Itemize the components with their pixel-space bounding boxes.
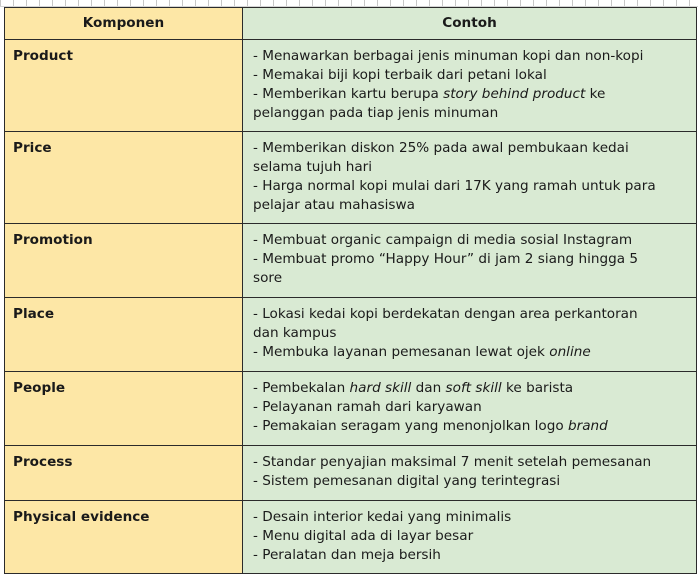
- example-line: - Menu digital ada di layar besar: [253, 528, 474, 544]
- example-line: - Menawarkan berbagai jenis minuman kopi dan non-kopi: [253, 48, 644, 64]
- example-line: - Pelayanan ramah dari karyawan: [253, 399, 482, 415]
- example-line: - Membuka layanan pemesanan lewat ojek online: [253, 344, 591, 360]
- example-process: [243, 446, 697, 501]
- example-line: - Pemakaian seragam yang menonjolkan logo brand: [253, 418, 608, 434]
- example-line: - Memakai biji kopi terbaik dari petani lokal: [253, 67, 547, 83]
- example-line: - Pembekalan hard skill dan soft skill ke barista: [253, 380, 574, 396]
- example-line: - Harga normal kopi mulai dari 17K yang ramah untuk para: [253, 178, 656, 194]
- table-row-people: [5, 372, 697, 446]
- table-row-physical-evidence: [5, 501, 697, 574]
- emphasis-text: online: [549, 344, 591, 360]
- example-promotion: [243, 224, 697, 298]
- sheet-gridline-strip: [0, 0, 698, 7]
- header-component: Komponen: [5, 8, 243, 40]
- component-people: People: [5, 372, 243, 446]
- component-price: Price: [5, 132, 243, 224]
- table-row-promotion: [5, 224, 697, 298]
- example-line: pelanggan pada tiap jenis minuman: [253, 105, 499, 121]
- example-line: selama tujuh hari: [253, 159, 373, 175]
- emphasis-text: hard skill: [349, 380, 412, 396]
- example-line: pelajar atau mahasiswa: [253, 197, 415, 213]
- example-line: - Lokasi kedai kopi berdekatan dengan area perkantoran: [253, 306, 638, 322]
- example-line: - Desain interior kedai yang minimalis: [253, 509, 512, 525]
- table-header-row: [5, 8, 697, 40]
- table-row-place: [5, 298, 697, 372]
- component-process: Process: [5, 446, 243, 501]
- header-example: Contoh: [243, 8, 697, 40]
- emphasis-text: story behind product: [443, 86, 586, 102]
- component-place: Place: [5, 298, 243, 372]
- table-row-price: [5, 132, 697, 224]
- example-line: - Membuat promo “Happy Hour” di jam 2 siang hingga 5: [253, 251, 639, 267]
- table-row-process: [5, 446, 697, 501]
- emphasis-text: brand: [568, 418, 608, 434]
- example-line: sore: [253, 270, 283, 286]
- example-line: - Standar penyajian maksimal 7 menit setelah pemesanan: [253, 454, 652, 470]
- example-line: - Sistem pemesanan digital yang terintegrasi: [253, 473, 561, 489]
- example-price: [243, 132, 697, 224]
- component-product: Product: [5, 40, 243, 132]
- component-promotion: Promotion: [5, 224, 243, 298]
- example-line: - Memberikan diskon 25% pada awal pembukaan kedai: [253, 140, 629, 156]
- example-line: - Memberikan kartu berupa story behind product ke: [253, 86, 606, 102]
- example-place: [243, 298, 697, 372]
- emphasis-text: soft skill: [445, 380, 502, 396]
- example-line: - Peralatan dan meja bersih: [253, 547, 441, 563]
- marketing-mix-table: [4, 7, 697, 574]
- example-line: dan kampus: [253, 325, 337, 341]
- example-physical-evidence: [243, 501, 697, 574]
- example-line: - Membuat organic campaign di media sosial Instagram: [253, 232, 633, 248]
- example-product: [243, 40, 697, 132]
- table-row-product: [5, 40, 697, 132]
- example-people: [243, 372, 697, 446]
- component-physical-evidence: Physical evidence: [5, 501, 243, 574]
